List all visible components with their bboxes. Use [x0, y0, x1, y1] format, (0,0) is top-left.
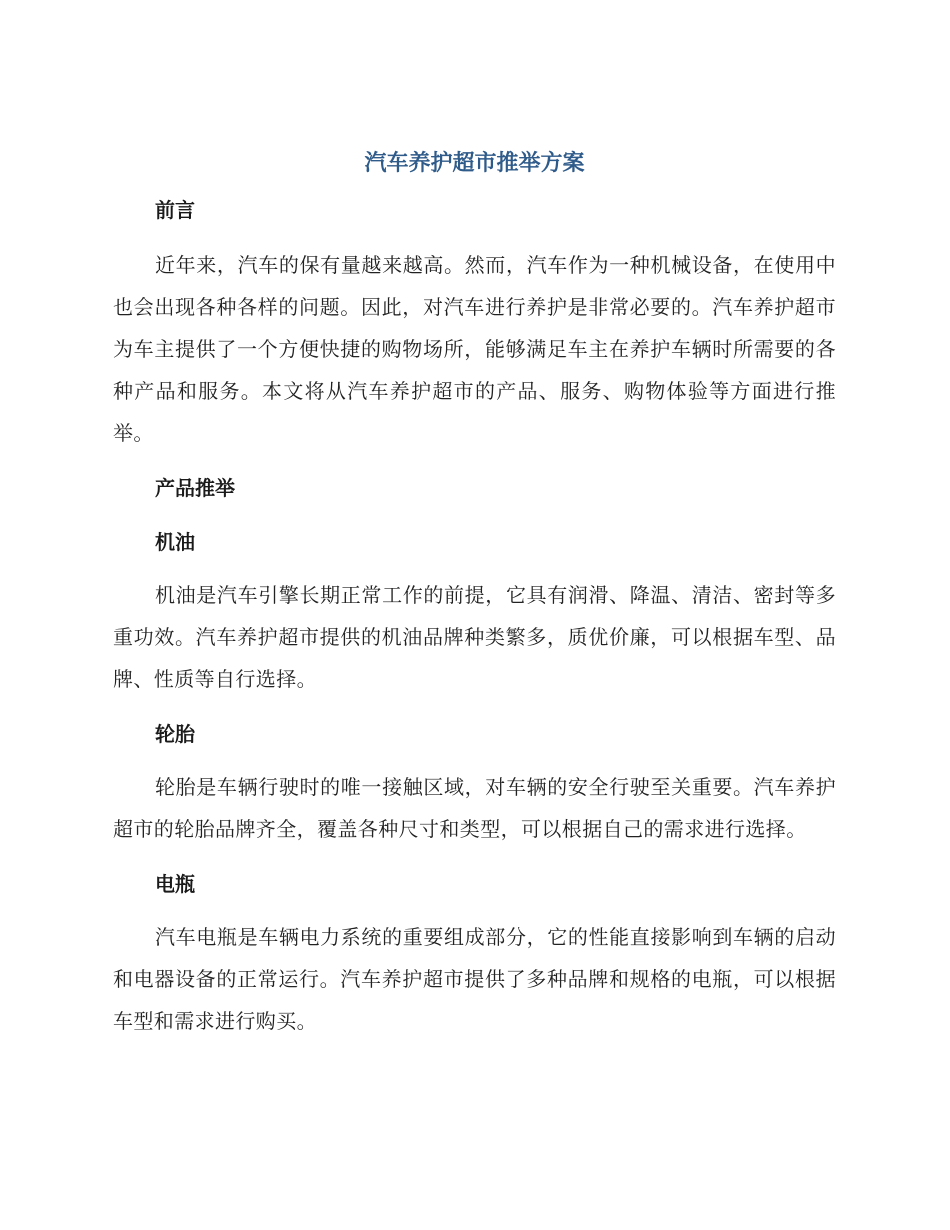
section-paragraph-intro: 近年来，汽车的保有量越来越高。然而，汽车作为一种机械设备，在使用中也会出现各种各样的问题。因此，对汽车进行养护是非常必要的。汽车养护超市为车主提供了一个方便快捷的购物场所，能够满足车主在养护车辆时所需要的各种产品和服务。本文将从汽车养护超市的产品、服务、购物体验等方面进行推举。: [113, 253, 836, 445]
subsection-paragraph-oil: 机油是汽车引擎长期正常工作的前提，它具有润滑、降温、清洁、密封等多重功效。汽车养护超市提供的机油品牌种类繁多，质优价廉，可以根据车型、品牌、性质等自行选择。: [113, 583, 836, 691]
subsection-heading-tire: 轮胎: [155, 722, 195, 746]
subsection-heading-oil: 机油: [155, 530, 195, 554]
subsection-paragraph-tire: 轮胎是车辆行驶时的唯一接触区域，对车辆的安全行驶至关重要。汽车养护超市的轮胎品牌齐全，覆盖各种尺寸和类型，可以根据自己的需求进行选择。: [113, 775, 836, 841]
section-heading-products: 产品推举: [155, 476, 235, 500]
subsection-paragraph-battery: 汽车电瓶是车辆电力系统的重要组成部分，它的性能直接影响到车辆的启动和电器设备的正常运行。汽车养护超市提供了多种品牌和规格的电瓶，可以根据车型和需求进行购买。: [113, 925, 836, 1033]
section-heading-intro: 前言: [155, 198, 195, 222]
subsection-heading-battery: 电瓶: [155, 872, 195, 896]
document-title: 汽车养护超市推举方案: [364, 151, 585, 176]
